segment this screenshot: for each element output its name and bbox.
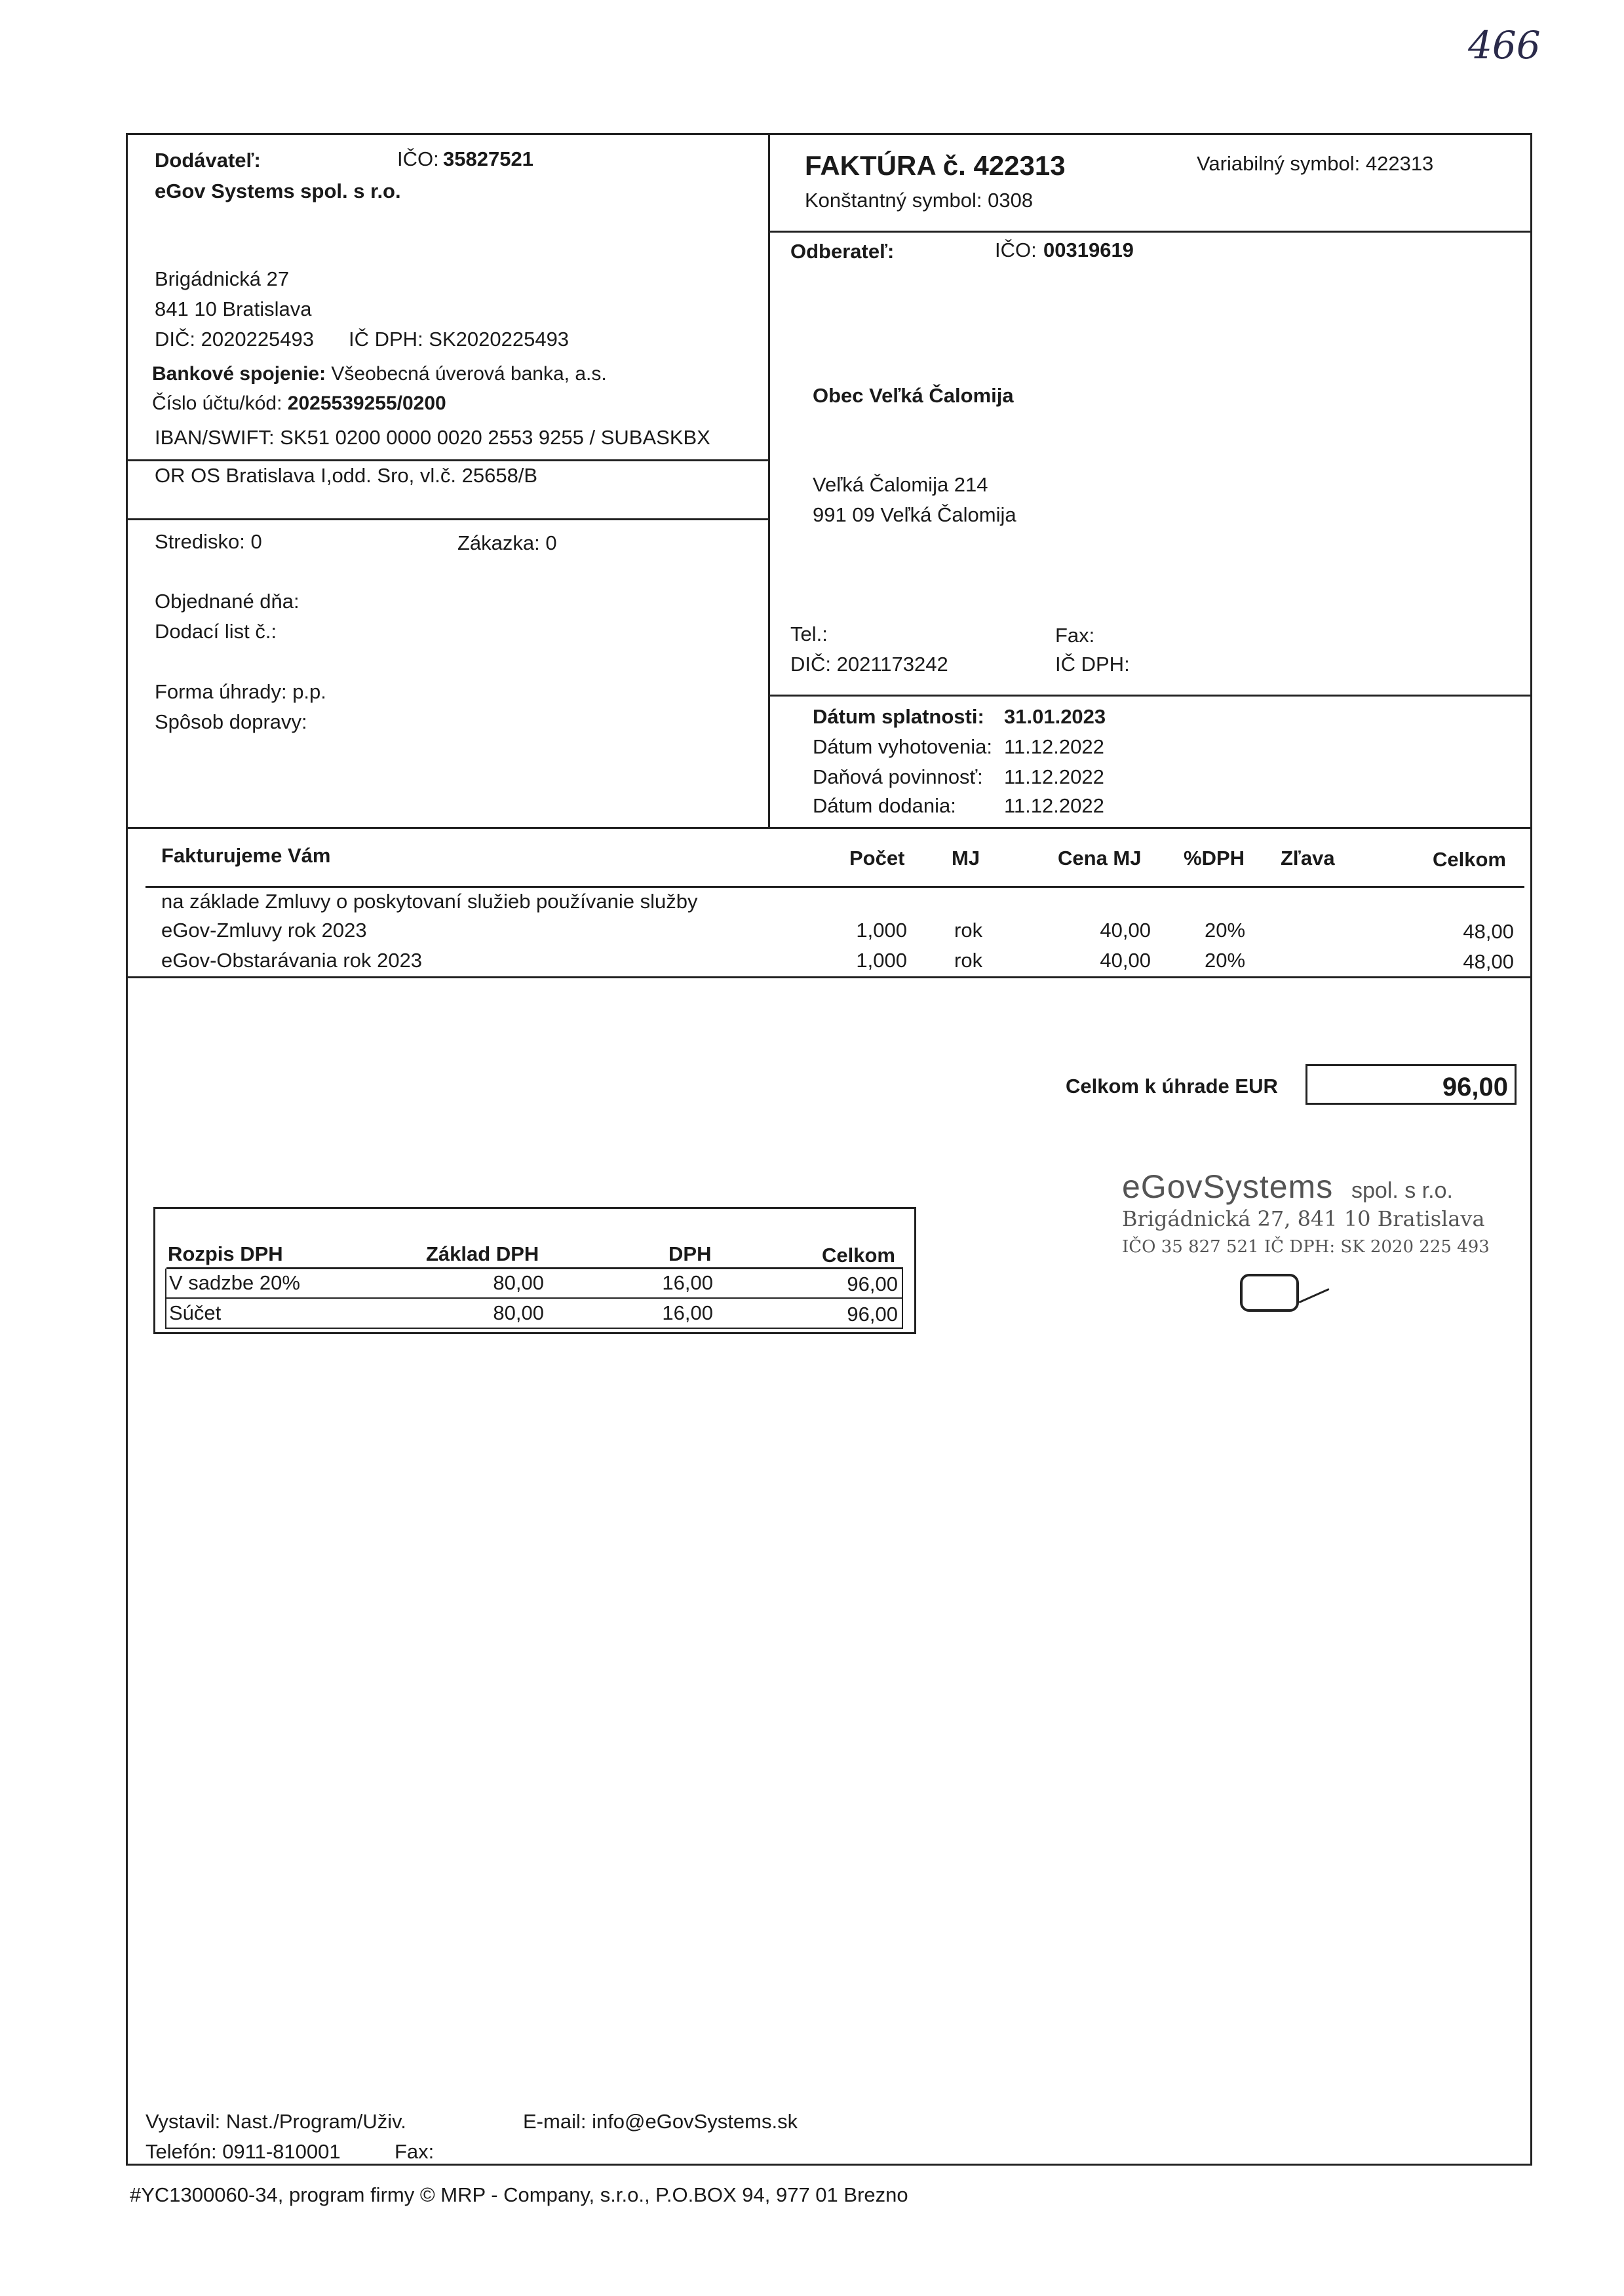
customer-city: 991 09 Veľká Čalomija: [813, 503, 1016, 526]
zakazka: Zákazka: 0: [457, 531, 557, 554]
vat-row-vat: 16,00: [662, 1301, 713, 1324]
customer-name: Obec Veľká Čalomija: [813, 384, 1014, 407]
total-due-label: Celkom k úhrade EUR: [1066, 1075, 1278, 1098]
line: [768, 231, 1532, 233]
item-unit: rok: [954, 949, 983, 972]
total-due-box: [1305, 1064, 1517, 1105]
delivery-label: Dátum dodania:: [813, 794, 956, 817]
header-divider: [768, 133, 770, 828]
delivery-date: 11.12.2022: [1004, 794, 1104, 817]
items-header-vat: %DPH: [1184, 847, 1245, 870]
bank-line: [152, 364, 607, 384]
issued-label: Dátum vyhotovenia:: [813, 735, 992, 758]
stamp-suffix: spol. s r.o.: [1351, 1178, 1453, 1203]
vat-row-total: 96,00: [847, 1272, 898, 1295]
bank-name: Všeobecná úverová banka, a.s.: [331, 363, 607, 385]
tax-label: Daňová povinnosť:: [813, 765, 983, 788]
issued-date: 11.12.2022: [1004, 735, 1104, 758]
ordered-date: Objednané dňa:: [155, 590, 300, 613]
customer-ico: 00319619: [1043, 239, 1134, 261]
supplier-ico-label: IČO:: [397, 147, 439, 170]
vat-row-base: 80,00: [493, 1301, 544, 1324]
items-header-discount: Zľava: [1281, 847, 1335, 870]
item-qty: 1,000: [856, 919, 907, 942]
vat-row-total: 96,00: [847, 1303, 898, 1326]
customer-street: Veľká Čalomija 214: [813, 473, 988, 496]
supplier-label: Dodávateľ:: [155, 149, 261, 172]
item-vat: 20%: [1205, 919, 1246, 942]
customer-icdph: IČ DPH:: [1055, 653, 1130, 676]
line: [166, 1297, 903, 1299]
constant-symbol: Konštantný symbol: 0308: [805, 189, 1034, 212]
vat-row-label: V sadzbe 20%: [169, 1271, 300, 1294]
company-stamp: [1122, 1170, 1489, 1314]
footer-issued-by: Vystavil: Nast./Program/Uživ.: [145, 2110, 406, 2133]
account-line: [152, 394, 446, 413]
vat-header-total: Celkom: [822, 1244, 895, 1267]
item-total: 48,00: [1463, 950, 1514, 973]
customer-fax: Fax:: [1055, 624, 1095, 647]
items-header-price: Cena MJ: [1058, 847, 1142, 870]
delivery-note: Dodací list č.:: [155, 620, 277, 643]
line: [126, 827, 1532, 829]
shipping-method: Spôsob dopravy:: [155, 710, 307, 733]
customer-tel: Tel.:: [790, 622, 828, 645]
items-header-desc: Fakturujeme Vám: [161, 844, 331, 867]
item-desc: eGov-Zmluvy rok 2023: [161, 919, 367, 942]
due-label: Dátum splatnosti:: [813, 705, 984, 728]
supplier-city: 841 10 Bratislava: [155, 297, 312, 320]
item-price: 40,00: [1100, 949, 1151, 972]
vat-row-label: Súčet: [169, 1301, 222, 1324]
items-header-total: Celkom: [1433, 848, 1506, 871]
line: [126, 459, 768, 461]
due-date: 31.01.2023: [1004, 705, 1106, 728]
stamp-address: Brigádnická 27, 841 10 Bratislava: [1122, 1206, 1485, 1231]
vat-header-vat: DPH: [668, 1242, 712, 1265]
signature-mark: [1240, 1274, 1299, 1312]
bank-label: Bankové spojenie:: [152, 363, 326, 385]
item-unit: rok: [954, 919, 983, 942]
line: [166, 1267, 903, 1269]
total-due-value: 96,00: [1442, 1073, 1508, 1101]
supplier-iban: IBAN/SWIFT: SK51 0200 0000 0020 2553 9255 / SUBASKBX: [155, 426, 710, 449]
invoice-title: FAKTÚRA č. 422313: [805, 150, 1066, 181]
customer-ico-label: IČO:: [995, 239, 1037, 261]
vat-header-rate: Rozpis DPH: [168, 1242, 283, 1265]
items-intro: na základe Zmluvy o poskytovaní služieb používanie služby: [161, 890, 698, 913]
customer-dic: DIČ: 2021173242: [790, 653, 948, 676]
line: [768, 695, 1532, 697]
footer-email: E-mail: info@eGovSystems.sk: [523, 2110, 798, 2133]
item-total: 48,00: [1463, 920, 1514, 943]
customer-label: Odberateľ:: [790, 240, 895, 263]
stamp-ids: IČO 35 827 521 IČ DPH: SK 2020 225 493: [1122, 1237, 1490, 1257]
item-qty: 1,000: [856, 949, 907, 972]
supplier-dic: DIČ: 2020225493: [155, 328, 315, 351]
item-desc: eGov-Obstarávania rok 2023: [161, 949, 423, 972]
payment-form: Forma úhrady: p.p.: [155, 680, 326, 703]
vat-header-base: Základ DPH: [426, 1242, 539, 1265]
handwritten-note: 466: [1468, 23, 1541, 67]
variable-symbol: Variabilný symbol: 422313: [1197, 152, 1434, 175]
vat-row-base: 80,00: [493, 1271, 544, 1294]
line: [126, 976, 1532, 978]
signature-stroke: [1299, 1288, 1330, 1303]
line: [145, 886, 1524, 888]
supplier-name: eGov Systems spol. s r.o.: [155, 180, 401, 202]
footer-program: #YC1300060-34, program firmy © MRP - Company, s.r.o., P.O.BOX 94, 977 01 Brezno: [130, 2183, 908, 2206]
tax-date: 11.12.2022: [1004, 765, 1104, 788]
footer-phone: Telefón: 0911-810001: [145, 2140, 341, 2163]
table-row: [0, 950, 1624, 976]
supplier-register: OR OS Bratislava I,odd. Sro, vl.č. 25658/B: [155, 464, 538, 487]
footer-fax: Fax:: [395, 2140, 435, 2163]
stamp-brand: eGovSystems: [1122, 1168, 1334, 1205]
items-header-qty: Počet: [849, 847, 905, 870]
supplier-street: Brigádnická 27: [155, 267, 290, 290]
item-vat: 20%: [1205, 949, 1246, 972]
supplier-icdph: IČ DPH: SK2020225493: [349, 328, 570, 351]
account-label: Číslo účtu/kód:: [152, 392, 282, 414]
account-number: 2025539255/0200: [287, 392, 446, 414]
vat-row-vat: 16,00: [662, 1271, 713, 1294]
table-row: [0, 920, 1624, 946]
item-price: 40,00: [1100, 919, 1151, 942]
line: [126, 518, 768, 520]
supplier-ico: 35827521: [443, 147, 533, 170]
line: [166, 1328, 903, 1329]
items-header-unit: MJ: [952, 847, 980, 870]
stredisko: Stredisko: 0: [155, 530, 262, 553]
